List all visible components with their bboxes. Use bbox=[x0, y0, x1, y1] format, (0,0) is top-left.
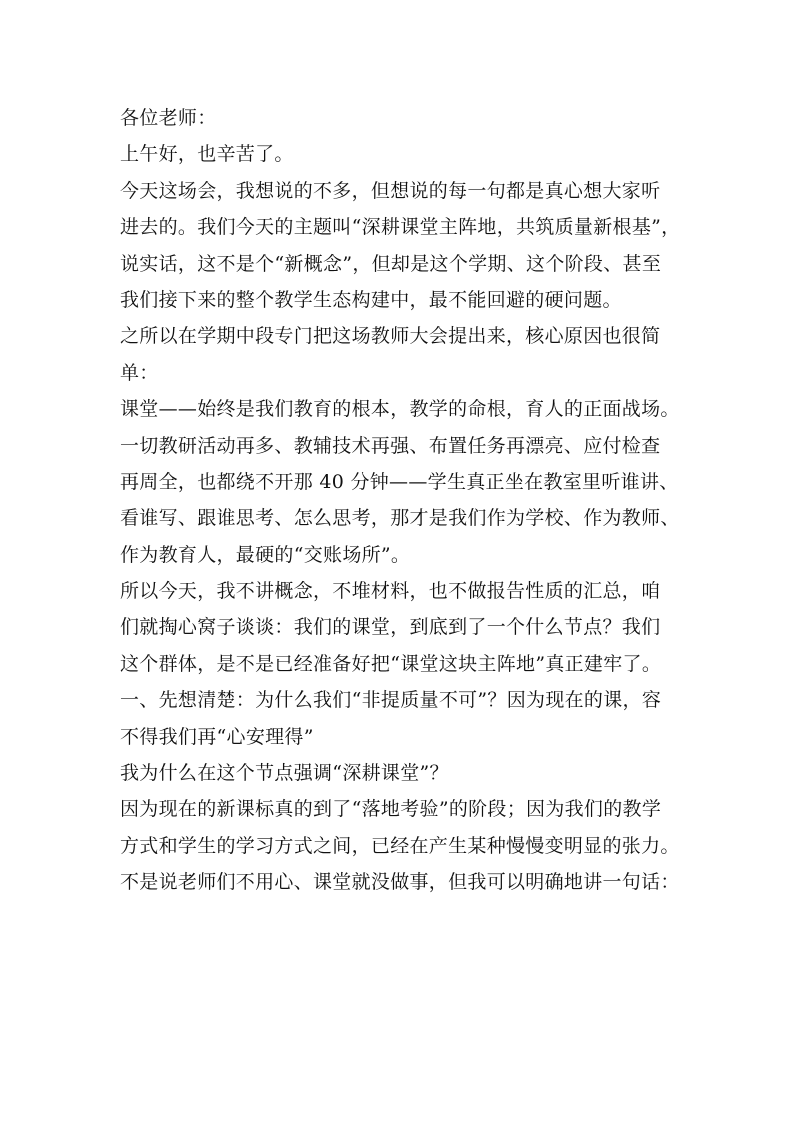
text-line: 不是说老师们不用心、课堂就没做事，但我可以明确地讲一句话： bbox=[120, 871, 680, 894]
paragraph-today bbox=[120, 573, 680, 682]
paragraph-greeting bbox=[120, 100, 680, 136]
text-line: 方式和学生的学习方式之间，已经在产生某种慢慢变明显的张力。 bbox=[120, 834, 680, 857]
document-body bbox=[120, 100, 680, 901]
text-line: 们就掏心窝子谈谈：我们的课堂，到底到了一个什么节点？我们 bbox=[120, 616, 661, 639]
text-line: 这个群体，是不是已经准备好把“课堂这块主阵地”真正建牢了。 bbox=[120, 652, 662, 675]
section-heading-1 bbox=[120, 682, 680, 755]
text-line: 进去的。我们今天的主题叫“深耕课堂主阵地，共筑质量新根基”， bbox=[120, 216, 681, 239]
text-line: 再周全，也都绕不开那 40 分钟——学生真正坐在教室里听谁讲、 bbox=[120, 470, 679, 493]
text-line: 之所以在学期中段专门把这场教师大会提出来，核心原因也很简 bbox=[120, 325, 661, 348]
paragraph-salutation bbox=[120, 136, 680, 172]
text-line: 上午好，也辛苦了。 bbox=[120, 143, 294, 166]
paragraph-theme bbox=[120, 173, 680, 319]
paragraph-reason bbox=[120, 318, 680, 391]
text-line: 说实话，这不是个“新概念”，但却是这个学期、这个阶段、甚至 bbox=[120, 252, 662, 275]
text-line: 课堂——始终是我们教育的根本，教学的命根，育人的正面战场。 bbox=[120, 398, 680, 421]
text-line: 因为现在的新课标真的到了“落地考验”的阶段；因为我们的教学 bbox=[120, 798, 662, 821]
paragraph-question bbox=[120, 755, 680, 791]
text-line: 我们接下来的整个教学生态构建中，最不能回避的硬问题。 bbox=[120, 288, 622, 311]
text-line: 一、先想清楚：为什么我们“非提质量不可”？因为现在的课，容 bbox=[120, 689, 662, 712]
text-line: 所以今天，我不讲概念，不堆材料，也不做报告性质的汇总，咱 bbox=[120, 580, 661, 603]
text-line: 不得我们再“心安理得” bbox=[120, 725, 314, 748]
text-line: 我为什么在这个节点强调“深耕课堂”？ bbox=[120, 762, 449, 785]
text-line: 单： bbox=[120, 361, 159, 384]
text-line: 各位老师： bbox=[120, 107, 217, 129]
text-line: 看谁写、跟谁思考、怎么思考，那才是我们作为学校、作为教师、 bbox=[120, 507, 680, 530]
text-line: 今天这场会，我想说的不多，但想说的每一句都是真心想大家听 bbox=[120, 179, 661, 202]
text-line: 一切教研活动再多、教辅技术再强、布置任务再漂亮、应付检查 bbox=[120, 434, 661, 457]
text-line: 作为教育人，最硬的“交账场所”。 bbox=[120, 543, 411, 566]
paragraph-classroom bbox=[120, 391, 680, 573]
paragraph-because bbox=[120, 791, 680, 900]
